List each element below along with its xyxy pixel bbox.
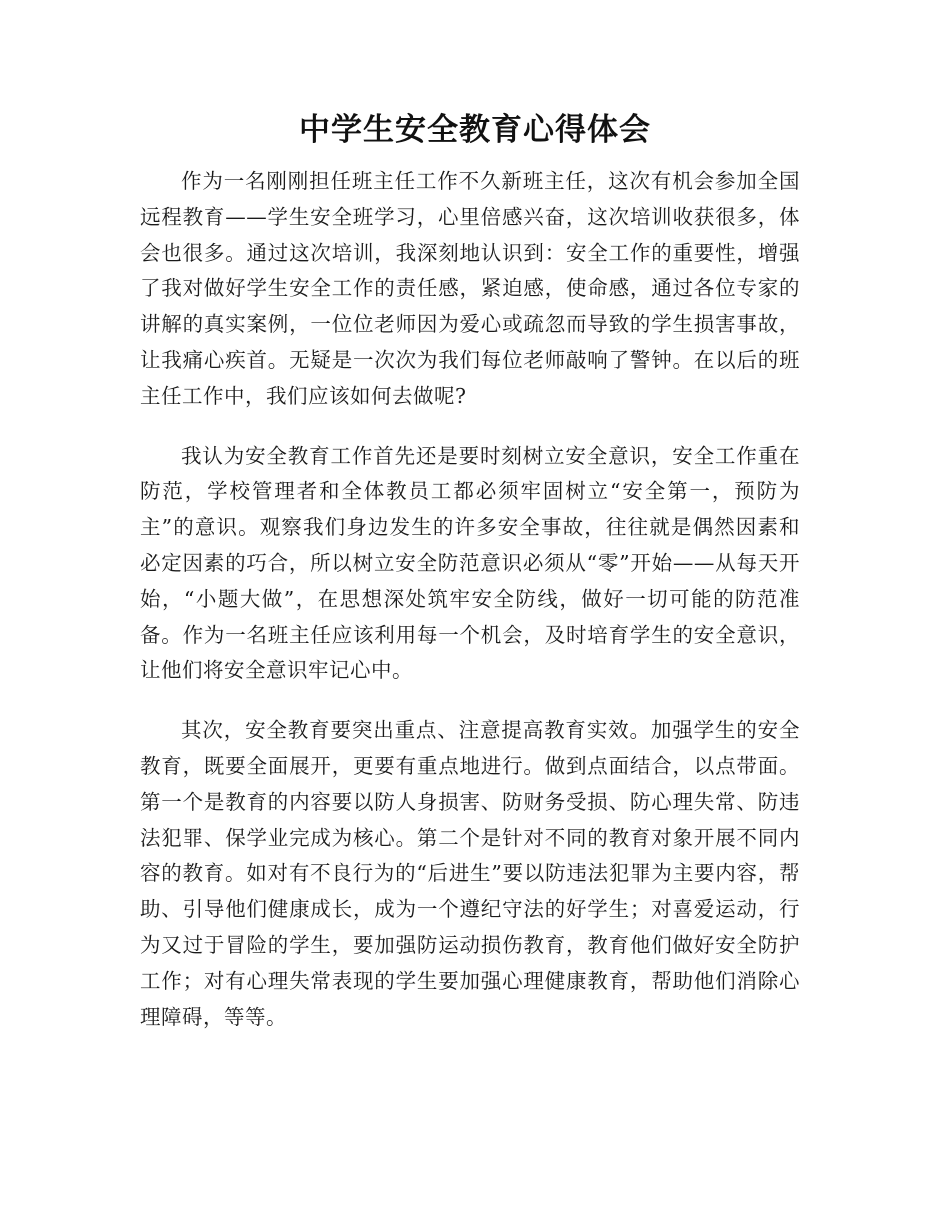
document-body — [140, 164, 800, 1059]
paragraph-3: 其次，安全教育要突出重点、注意提高教育实效。加强学生的安全教育，既要全面展开，更要有重点地进行。做到点面结合，以点带面。第一个是教育的内容要以防人身损害、防财务受损、防心理失常、防违法犯罪、保学业完成为核心。第二个是针对不同的教育对象开展不同内容的教育。如对有不良行为的“后进生”要以防违法犯罪为主要内容，帮助、引导他们健康成长，成为一个遵纪守法的好学生；对喜爱运动，行为又过于冒险的学生，要加强防运动损伤教育，教育他们做好安全防护工作；对有心理失常表现的学生要加强心理健康教育，帮助他们消除心理障碍，等等。 — [140, 718, 800, 1029]
paragraph-2: 我认为安全教育工作首先还是要时刻树立安全意识，安全工作重在防范，学校管理者和全体教员工都必须牢固树立“安全第一，预防为主”的意识。观察我们身边发生的许多安全事故，往往就是偶然因素和必定因素的巧合，所以树立安全防范意识必须从“零”开始——从每天开始，“小题大做”，在思想深处筑牢安全防线，做好一切可能的防范准备。作为一名班主任应该利用每一个机会，及时培育学生的安全意识，让他们将安全意识牢记心中。 — [140, 443, 800, 683]
paragraph-1: 作为一名刚刚担任班主任工作不久新班主任，这次有机会参加全国远程教育——学生安全班学习，心里倍感兴奋，这次培训收获很多，体会也很多。通过这次培训，我深刻地认识到：安全工作的重要性，增强了我对做好学生安全工作的责任感，紧迫感，使命感，通过各位专家的讲解的真实案例，一位位老师因为爱心或疏忽而导致的学生损害事故，让我痛心疾首。无疑是一次次为我们每位老师敲响了警钟。在以后的班主任工作中，我们应该如何去做呢? — [140, 169, 800, 408]
document-title: 中学生安全教育心得体会 — [299, 112, 651, 148]
